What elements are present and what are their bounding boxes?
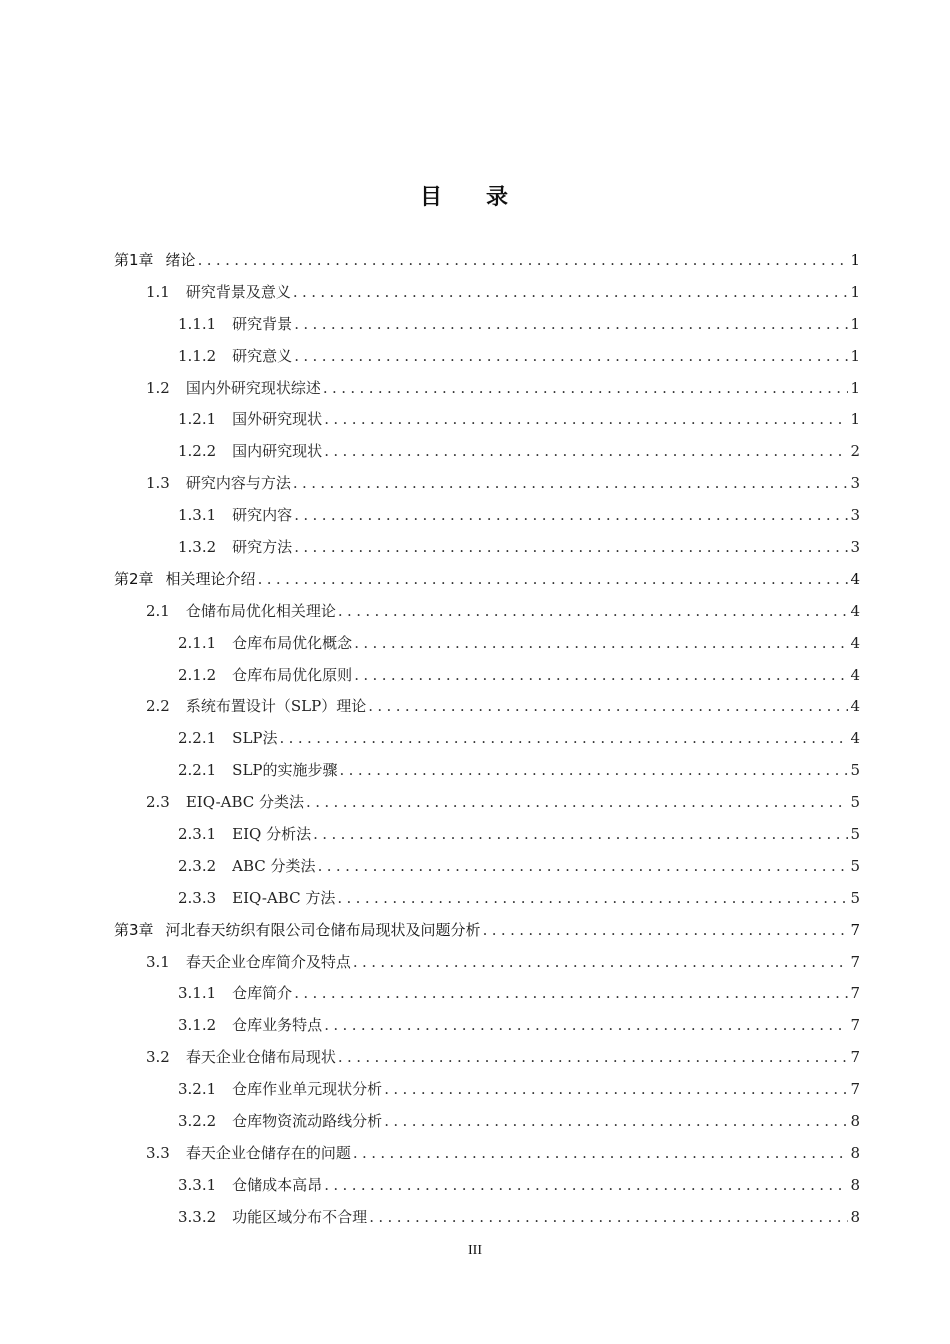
toc-entry-page: 7 [850, 1048, 860, 1067]
toc-entry-number: 1.1 [146, 282, 170, 301]
toc-entry-page: 4 [850, 569, 860, 588]
toc-entry[interactable] [114, 532, 860, 564]
toc-entry-page: 7 [850, 984, 860, 1003]
toc-entry[interactable] [114, 1010, 860, 1042]
toc-entry-number: 1.2.1 [178, 410, 217, 429]
toc-entry-page: 3 [850, 474, 860, 493]
toc-entry-title: 仓库物资流动路线分析 [232, 1112, 383, 1131]
toc-entry-number: 3.2.2 [178, 1112, 217, 1131]
toc-entry-number: 2.1.1 [178, 633, 217, 652]
toc-entry[interactable] [114, 500, 860, 532]
toc-entry-title: 仓储成本高昂 [232, 1175, 323, 1194]
dot-leader [368, 691, 848, 723]
dot-leader [353, 1138, 848, 1170]
toc-entry-number: 3.1.2 [178, 1016, 217, 1035]
toc-entry-page: 7 [850, 952, 860, 971]
toc-entry-number: 第3章 [114, 920, 154, 939]
toc-entry[interactable] [114, 468, 860, 500]
toc-entry-number: 1.1.2 [178, 346, 217, 365]
toc-entry-page: 4 [850, 601, 860, 620]
dot-leader [354, 628, 848, 660]
toc-entry-page: 1 [850, 346, 860, 365]
toc-entry[interactable] [114, 628, 860, 660]
toc-entry-number: 2.3 [146, 793, 170, 812]
toc-entry-number: 1.2.2 [178, 442, 217, 461]
dot-leader [306, 787, 848, 819]
toc-entry-number: 2.1.2 [178, 665, 217, 684]
toc-entry-title: 春天企业仓储布局现状 [185, 1048, 336, 1067]
toc-entry[interactable] [114, 947, 860, 979]
toc-entry-number: 2.1 [146, 601, 170, 620]
toc-entry[interactable] [114, 978, 860, 1010]
toc-entry-page: 8 [850, 1175, 860, 1194]
toc-entry-title: EIQ-ABC 分类法 [185, 793, 305, 812]
dot-leader [338, 1042, 848, 1074]
toc-entry-page: 5 [850, 856, 860, 875]
toc-entry[interactable] [114, 691, 860, 723]
toc-entry-page: 5 [850, 793, 860, 812]
toc-entry-page: 5 [850, 825, 860, 844]
toc-entry-page: 5 [850, 761, 860, 780]
toc-entry-title: 仓库业务特点 [232, 1016, 323, 1035]
toc-entry[interactable] [114, 309, 860, 341]
toc-entry-title: 春天企业仓储存在的问题 [185, 1143, 351, 1162]
toc-entry[interactable] [114, 660, 860, 692]
toc-entry-page: 4 [850, 665, 860, 684]
toc-entry-number: 1.1.1 [178, 314, 217, 333]
toc-entry-number: 3.2.1 [178, 1080, 217, 1099]
toc-entry-title: 研究意义 [232, 346, 293, 365]
toc-entry-page: 7 [850, 1080, 860, 1099]
toc-entry-page: 1 [850, 378, 860, 397]
toc-entry-page: 1 [850, 251, 860, 269]
toc-entry-title: 系统布置设计（SLP）理论 [185, 697, 367, 716]
page-title: 目录 [419, 185, 552, 210]
toc-entry-title: SLP的实施步骤 [232, 761, 338, 780]
toc-entry-number: 第2章 [114, 569, 154, 588]
dot-leader [369, 1202, 848, 1234]
toc-entry-title: EIQ 分析法 [232, 825, 312, 844]
toc-entry-number: 2.3.1 [178, 825, 217, 844]
dot-leader [294, 532, 848, 564]
toc-entry[interactable] [114, 596, 860, 628]
toc-entry-page: 5 [850, 888, 860, 907]
toc-entry-title: 相关理论介绍 [165, 569, 256, 588]
toc-entry-title: 仓库作业单元现状分析 [232, 1080, 383, 1099]
toc-entry-title: 研究内容与方法 [185, 474, 291, 493]
toc-entry-number: 第1章 [114, 251, 154, 269]
toc-entry[interactable] [114, 277, 860, 309]
toc-entry-title: 研究背景 [232, 314, 293, 333]
toc-entry-title: EIQ-ABC 方法 [232, 888, 336, 907]
toc-entry[interactable] [114, 787, 860, 819]
toc-entry-number: 3.3 [146, 1143, 170, 1162]
toc-entry-title: 功能区域分布不合理 [232, 1207, 368, 1226]
toc-entry-number: 1.3.1 [178, 506, 217, 525]
table-of-contents [114, 245, 860, 1234]
toc-entry[interactable] [114, 341, 860, 373]
toc-entry[interactable] [114, 245, 860, 277]
dot-leader [354, 660, 848, 692]
dot-leader [294, 309, 848, 341]
toc-entry[interactable] [114, 1042, 860, 1074]
toc-entry[interactable] [114, 883, 860, 915]
toc-entry[interactable] [114, 1202, 860, 1234]
toc-entry-title: 国内外研究现状综述 [185, 378, 321, 397]
toc-entry-page: 1 [850, 410, 860, 429]
toc-entry[interactable] [114, 1074, 860, 1106]
toc-entry-page: 4 [850, 697, 860, 716]
toc-entry-title: 仓储布局优化相关理论 [185, 601, 336, 620]
toc-entry[interactable] [114, 373, 860, 405]
toc-entry-number: 3.3.2 [178, 1207, 217, 1226]
toc-entry[interactable] [114, 564, 860, 596]
toc-entry-page: 3 [850, 538, 860, 557]
dot-leader [324, 404, 848, 436]
dot-leader [384, 1106, 848, 1138]
toc-entry-number: 2.2.1 [178, 761, 217, 780]
toc-entry-title: 研究方法 [232, 538, 293, 557]
toc-entry[interactable] [114, 819, 860, 851]
toc-entry-title: ABC 分类法 [232, 856, 316, 875]
dot-leader [340, 755, 848, 787]
page-number: III [468, 1243, 482, 1258]
toc-entry-title: 绪论 [165, 251, 196, 269]
toc-entry-number: 3.1.1 [178, 984, 217, 1003]
dot-leader [294, 500, 848, 532]
dot-leader [324, 1170, 848, 1202]
toc-entry-title: SLP法 [232, 729, 278, 748]
dot-leader [324, 1010, 848, 1042]
toc-entry-number: 2.2.1 [178, 729, 217, 748]
dot-leader [324, 436, 848, 468]
toc-entry-title: 研究背景及意义 [185, 282, 291, 301]
toc-entry-page: 7 [850, 920, 860, 939]
dot-leader [280, 723, 848, 755]
dot-leader [323, 373, 848, 405]
dot-leader [198, 245, 848, 277]
toc-entry-page: 8 [850, 1207, 860, 1226]
dot-leader [294, 341, 848, 373]
toc-entry[interactable] [114, 1170, 860, 1202]
toc-entry-page: 2 [850, 442, 860, 461]
toc-entry-number: 2.3.3 [178, 888, 217, 907]
dot-leader [384, 1074, 848, 1106]
toc-entry-title: 春天企业仓库简介及特点 [185, 952, 351, 971]
toc-entry-title: 国内研究现状 [232, 442, 323, 461]
toc-entry[interactable] [114, 436, 860, 468]
toc-entry-number: 3.1 [146, 952, 170, 971]
toc-entry[interactable] [114, 1138, 860, 1170]
toc-entry[interactable] [114, 404, 860, 436]
dot-leader [353, 947, 848, 979]
toc-entry-number: 1.3.2 [178, 538, 217, 557]
toc-entry-title: 河北春天纺织有限公司仓储布局现状及问题分析 [165, 920, 481, 939]
toc-entry-page: 8 [850, 1143, 860, 1162]
toc-entry[interactable] [114, 1106, 860, 1138]
dot-leader [318, 851, 848, 883]
toc-entry-title: 研究内容 [232, 506, 293, 525]
toc-entry[interactable] [114, 851, 860, 883]
dot-leader [258, 564, 848, 596]
dot-leader [338, 596, 848, 628]
toc-entry-number: 3.2 [146, 1048, 170, 1067]
toc-entry-number: 2.2 [146, 697, 170, 716]
toc-entry[interactable] [114, 915, 860, 947]
toc-entry-title: 国外研究现状 [232, 410, 323, 429]
toc-entry-title: 仓库布局优化概念 [232, 633, 353, 652]
dot-leader [293, 468, 848, 500]
toc-entry-page: 1 [850, 282, 860, 301]
toc-entry-title: 仓库简介 [232, 984, 293, 1003]
toc-entry-number: 2.3.2 [178, 856, 217, 875]
dot-leader [293, 277, 848, 309]
toc-entry-page: 1 [850, 314, 860, 333]
dot-leader [483, 915, 848, 947]
dot-leader [313, 819, 848, 851]
toc-entry-number: 1.3 [146, 474, 170, 493]
toc-entry-page: 4 [850, 729, 860, 748]
toc-entry-page: 7 [850, 1016, 860, 1035]
dot-leader [337, 883, 848, 915]
toc-entry[interactable] [114, 723, 860, 755]
toc-entry-page: 4 [850, 633, 860, 652]
toc-entry[interactable] [114, 755, 860, 787]
toc-entry-page: 8 [850, 1112, 860, 1131]
toc-entry-title: 仓库布局优化原则 [232, 665, 353, 684]
toc-entry-number: 3.3.1 [178, 1175, 217, 1194]
dot-leader [294, 978, 848, 1010]
toc-entry-page: 3 [850, 506, 860, 525]
toc-entry-number: 1.2 [146, 378, 170, 397]
